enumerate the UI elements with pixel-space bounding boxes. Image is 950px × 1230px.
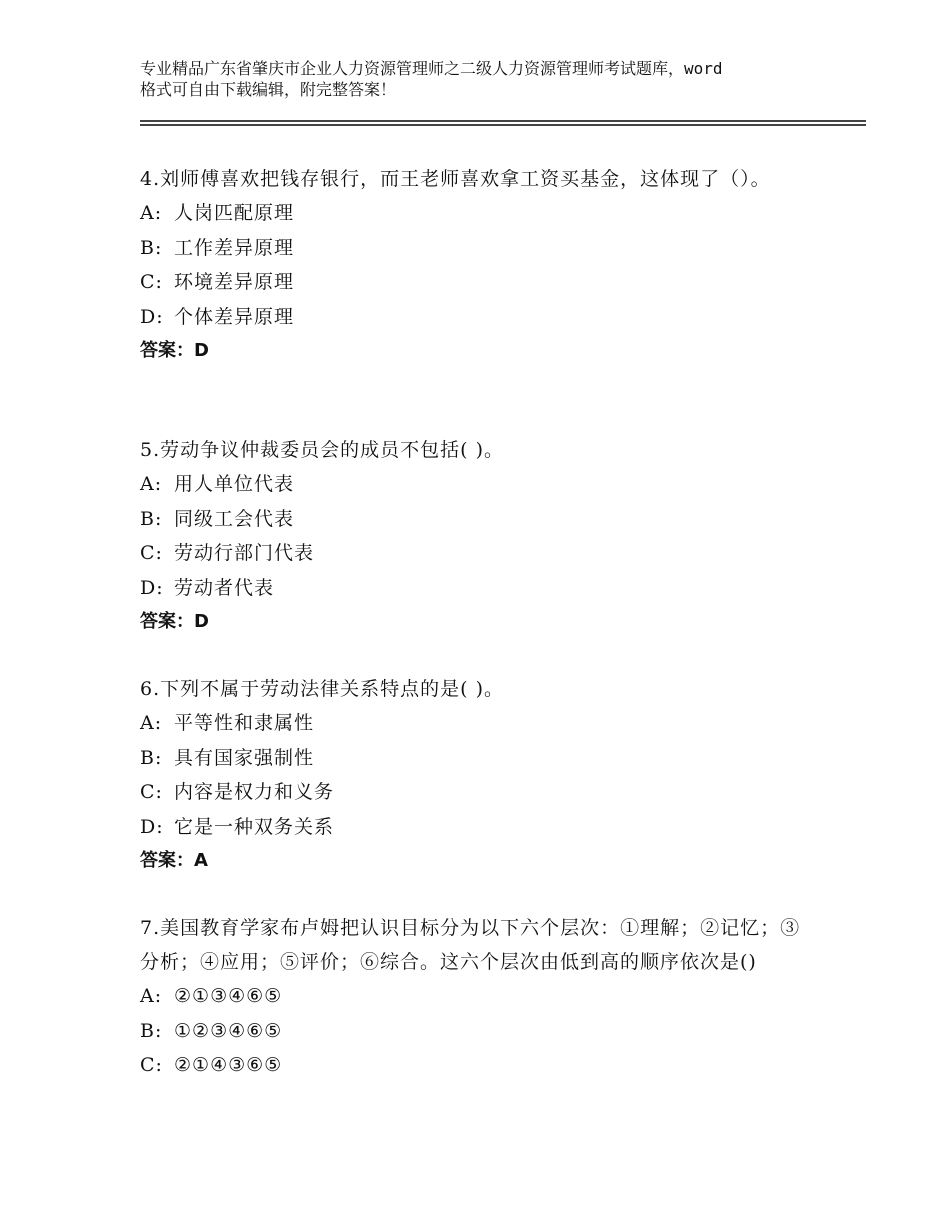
option-text: 同级工会代表 bbox=[174, 507, 295, 530]
question-stem: 5.劳动争议仲裁委员会的成员不包括( )。 bbox=[140, 439, 504, 461]
option-text: 平等性和隶属性 bbox=[174, 712, 315, 734]
option-letter: C: bbox=[140, 1054, 163, 1076]
document-header bbox=[140, 58, 830, 100]
option-text: 个体差异原理 bbox=[174, 305, 295, 328]
question-5 bbox=[140, 433, 810, 639]
option-letter: B: bbox=[140, 507, 163, 530]
question-4 bbox=[140, 162, 810, 368]
option-a bbox=[140, 467, 810, 502]
option-text: 工作差异原理 bbox=[174, 236, 295, 259]
option-letter: A: bbox=[140, 712, 163, 734]
option-letter: D: bbox=[140, 576, 164, 599]
option-b bbox=[140, 741, 810, 776]
header-title-line-2: 格式可自由下载编辑，附完整答案！ bbox=[140, 80, 397, 99]
option-d bbox=[140, 571, 810, 606]
option-b bbox=[140, 1014, 810, 1049]
option-letter: A: bbox=[140, 985, 163, 1007]
option-a bbox=[140, 979, 810, 1014]
option-letter: B: bbox=[140, 236, 163, 259]
option-a bbox=[140, 196, 810, 231]
option-letter: B: bbox=[140, 746, 163, 769]
option-c bbox=[140, 536, 810, 571]
option-text: 内容是权力和义务 bbox=[174, 781, 335, 803]
option-d bbox=[140, 300, 810, 335]
question-stem: 7.美国教育学家布卢姆把认识目标分为以下六个层次：①理解；②记忆；③分析；④应用；⑤评价；⑥综合。这六个层次由低到高的顺序依次是() bbox=[140, 917, 801, 973]
answer-label: 答案：D bbox=[140, 611, 209, 632]
option-b bbox=[140, 502, 810, 537]
option-letter: A: bbox=[140, 473, 163, 495]
option-letter: B: bbox=[140, 1019, 163, 1042]
option-text: 具有国家强制性 bbox=[174, 746, 315, 769]
option-text: 劳动者代表 bbox=[174, 576, 275, 599]
option-b bbox=[140, 231, 810, 266]
option-d bbox=[140, 810, 810, 845]
question-stem: 4.刘师傅喜欢把钱存银行，而王老师喜欢拿工资买基金，这体现了（）。 bbox=[140, 168, 771, 190]
option-letter: D: bbox=[140, 305, 164, 328]
answer-label: 答案：A bbox=[140, 850, 208, 871]
option-c bbox=[140, 775, 810, 810]
option-a bbox=[140, 706, 810, 741]
option-letter: A: bbox=[140, 202, 163, 224]
option-letter: D: bbox=[140, 815, 164, 838]
option-letter: C: bbox=[140, 542, 163, 564]
option-text: 环境差异原理 bbox=[174, 271, 295, 293]
option-letter: C: bbox=[140, 271, 163, 293]
header-title-line-1: 专业精品广东省肇庆市企业人力资源管理师之二级人力资源管理师考试题库，word bbox=[140, 59, 723, 78]
question-stem: 6.下列不属于劳动法律关系特点的是( )。 bbox=[140, 678, 504, 700]
option-text: 人岗匹配原理 bbox=[174, 202, 295, 224]
option-c bbox=[140, 265, 810, 300]
option-text: 劳动行部门代表 bbox=[174, 542, 315, 564]
header-divider-top bbox=[140, 120, 866, 122]
option-text: 它是一种双务关系 bbox=[174, 815, 335, 838]
option-text: 用人单位代表 bbox=[174, 473, 295, 495]
option-letter: C: bbox=[140, 781, 163, 803]
answer-label: 答案：D bbox=[140, 340, 209, 361]
question-7 bbox=[140, 911, 810, 1083]
header-divider-bottom bbox=[140, 124, 866, 126]
option-c bbox=[140, 1048, 810, 1083]
option-text: ①②③④⑥⑤ bbox=[174, 1019, 283, 1042]
option-text: ②①③④⑥⑤ bbox=[174, 985, 283, 1007]
option-text: ②①④③⑥⑤ bbox=[174, 1054, 283, 1076]
question-6 bbox=[140, 672, 810, 878]
